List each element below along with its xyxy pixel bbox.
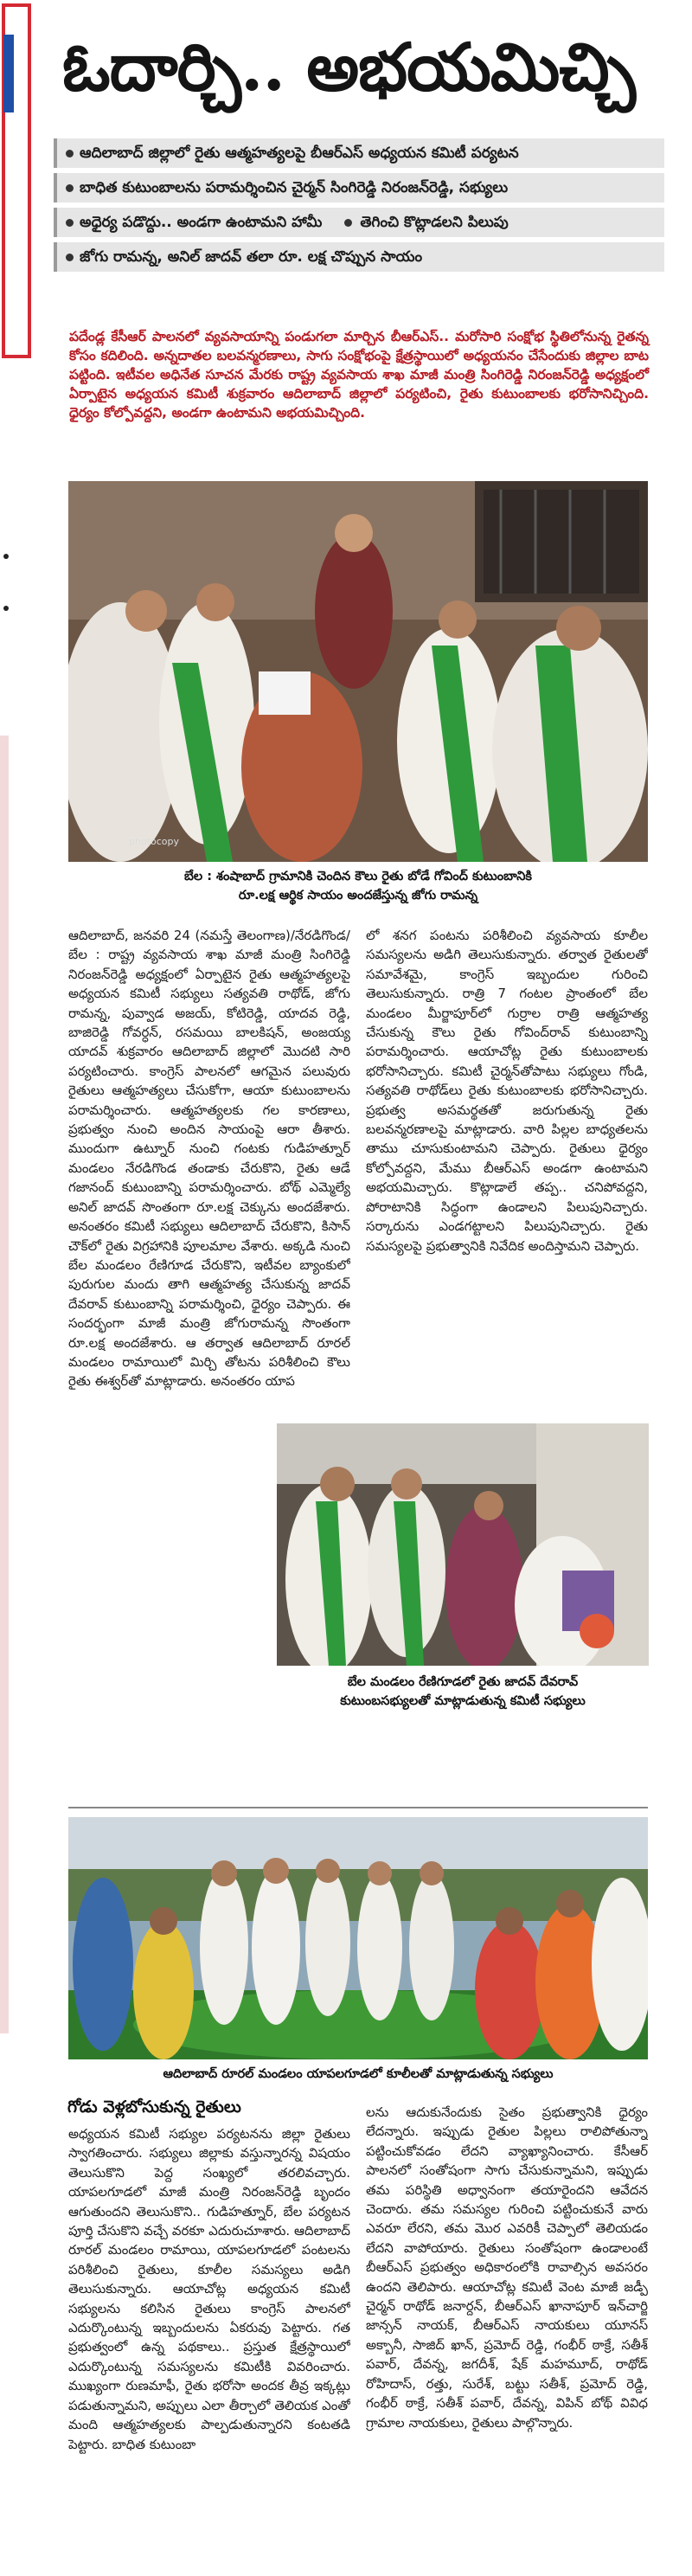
caption-line: కుటుంబసభ్యులతో మాట్లాడుతున్న కమిటీ సభ్యులు bbox=[340, 1694, 586, 1708]
photo-field-visit bbox=[68, 1817, 648, 2059]
bullet-item bbox=[54, 208, 664, 237]
adjacent-page-tint bbox=[0, 736, 9, 2033]
body-text: అధ్యయన కమిటీ సభ్యుల పర్యటనను జిల్లా రైతులు స్వాగతించారు. సభ్యులు జిల్లాకు వస్తున్నారన్న విషయం తెలుసుకొని పెద్ద సంఖ్యలో తరలివచ్చారు. యాపలగూడలో మాజీ మంత్రి నిరంజన్‌రెడ్డి బృందం ఆగుతుందని తెలుసుకొని.. గుడిహత్నూర్, బేల పర్యటన పూర్తి చేసుకొని వచ్చే వరకూ ఎదురుచూశారు. ఆదిలాబాద్ రూరల్ మండలం రామాయి, యాపలగూడలో పంటలను పరిశీలించి రైతులు, కూలీల సమస్యలు అడిగి తెలుసుకున్నారు. ఆయాచోట్ల అధ్యయన కమిటీ సభ్యులను కలిసిన రైతులు కాంగ్రెస్ పాలనలో ఎదుర్కొంటున్న ఇబ్బందులను ఏకరువు పెట్టారు. గత ప్రభుత్వంలో ఉన్న పథకాలు.. ప్రస్తుత క్షేత్రస్థాయిలో ఎదుర్కొంటున్న సమస్యలను కమిటీకి వివరించారు. ముఖ్యంగా రుణమాఫీ, రైతు భరోసా అందక తీవ్ర ఇక్కట్లు పడుతున్నామని, అప్పులు ఎలా తీర్చాలో తెలియక ఎంతో మంది ఆత్మహత్యలకు పాల్పడుతున్నారని కంటతడి పెట్టారు. బాధిత కుటుంబా bbox=[68, 2126, 350, 2452]
photo-watermark: photocopy bbox=[129, 836, 179, 847]
adjacent-text-fragment bbox=[3, 606, 9, 611]
body-column-1 bbox=[68, 926, 350, 1800]
photo2-caption bbox=[277, 1673, 649, 1711]
photo-committee-meeting bbox=[277, 1423, 649, 1666]
caption-line: బేల మండలం రేణిగూడలో రైతు జాదవ్ దేవరావ్ bbox=[347, 1675, 579, 1689]
bullet-item: ఆదిలాబాద్ జిల్లాలో రైతు ఆత్మహత్యలపై బీఆర్ఎస్ అధ్యయన కమిటీ పర్యటన bbox=[54, 138, 664, 168]
body-text: లను ఆదుకునేందుకు సైతం ప్రభుత్వానికి ధైర్యం లేదన్నారు. ఇప్పుడు రైతుల పిల్లలు రాలిపోతున్నా పట్టించుకోవడం లేదని వ్యాఖ్యానించారు. కేసీఆర్ పాలనలో సంతోషంగా సాగు చేసుకున్నామని, ఇప్పుడు తమ పరిస్థితి అధ్వానంగా తయారైందని ఆవేదన చెందారు. తమ సమస్యల గురించి పట్టించుకునే వారు ఎవరూ లేరని, తమ మొర ఎవరికీ చెప్పాలో తెలియడం లేదని వాపోయారు. రైతులు సంతోషంగా ఉండాలంటే బీఆర్ఎస్ ప్రభుత్వం అధికారంలోకి రావాల్సిన అవసరం ఉందని తెలిపారు. ఆయాచోట్ల కమిటీ వెంట మాజీ జడ్పీ చైర్మన్ రాథోడ్ జనార్దన్, బీఆర్ఎస్ ఖానాపూర్ ఇన్‌చార్జి జాన్సన్ నాయక్, బీఆర్ఎస్ నాయకులు యూనస్ అక్బానీ, సాజిద్ ఖాన్, ప్రమోద్ రెడ్డి, గంభీర్ ఠాక్రే, సతీశ్ పవార్, దేవన్న, జగదీశ్, షేక్ మహమూద్, రాథోడ్ రోహిదాస్, రత్తు, సురేశ్, బట్టు సతీశ్, ప్రమోద్ రెడ్డి, గంభీర్ ఠాక్రే, సతీశ్ పవార్, దేవన్న, విపిన్ బోథ్ వివిధ గ్రామాల నాయకులు, రైతులు పాల్గొన్నారు. bbox=[366, 2104, 648, 2431]
photo3-caption: ఆదిలాబాద్ రూరల్ మండలం యాపలగూడలో కూలీలతో మాట్లాడుతున్న సభ్యులు bbox=[163, 2067, 554, 2081]
adjacent-page-strip bbox=[0, 0, 52, 2576]
bullet-item: జోగు రామన్న, అనిల్ జాదవ్ తలా రూ. లక్ష చొప్పున సాయం bbox=[54, 242, 664, 272]
lead-text: పదేండ్ల కేసీఆర్ పాలనలో వ్యవసాయాన్ని పండుగలా మార్చిన బీఆర్ఎస్.. మరోసారి సంక్షోభ స్థితిలోనున్న రైతన్న కోసం కదిలింది. అన్నదాతల బలవన్మరణాలు, సాగు సంక్షోభంపై క్షేత్రస్థాయిలో అధ్యయనం చేసేందుకు జిల్లాల బాట పట్టింది. ఇటీవల అధినేత సూచన మేరకు రాష్ట్ర వ్యవసాయ శాఖ మాజీ మంత్రి సింగిరెడ్డి నిరంజన్‌రెడ్డి అధ్యక్షంలో ఏర్పాటైన అధ్యయన కమిటీ శుక్రవారం ఆదిలాబాద్ జిల్లాలో పర్యటించి, రైతు కుటుంబాలకు భరోసానిచ్చింది. ధైర్యం కోల్పోవద్దని, అండగా ఉంటామని అభయమిచ్చింది. bbox=[69, 329, 649, 421]
adjacent-text-fragment bbox=[3, 554, 9, 559]
body-text: లో శనగ పంటను పరిశీలించి వ్యవసాయ కూలీల సమస్యలను అడిగి తెలుసుకున్నారు. తర్వాత రైతులతో సమావేశమై, కాంగ్రెస్ ఇబ్బందుల గురించి తెలుసుకున్నారు. రాత్రి 7 గంటల ప్రాంతంలో బేల మండలం మీర్జాపూర్‌లో గుర్రాల రాత్రి ఆత్మహత్య చేసుకున్న కౌలు రైతు గోవింద్‌రావ్ కుటుంబాన్ని పరామర్శించారు. ఆయాచోట్ల రైతు కుటుంబాలకు భరోసానిచ్చారు. కమిటీ చైర్మన్‌తోపాటు సభ్యులు గోండి, సత్యవతి రాథోడ్‌లు రైతు కుటుంబాలకు భరోసానిచ్చారు. ప్రభుత్వ అసమర్థతతో జరుగుతున్న రైతు బలవన్మరణాలపై మాట్లాడారు. వారి పిల్లల బాధ్యతలను తాము చూసుకుంటామని చెప్పారు. రైతులు ధైర్యం కోల్పోవద్దని, మేము బీఆర్ఎస్ అండగా ఉంటామని అభయమిచ్చారు. కొట్లాడాలే తప్ప.. చనిపోవద్దని, పోరాటానికి సిద్ధంగా ఉండాలని పిలుపునిచ్చారు. సర్కారును ఎండగట్టాలని పిలుపునిచ్చారు. రైతు సమస్యలపై ప్రభుత్వానికి నివేదిక అందిస్తామని చెప్పారు. bbox=[366, 928, 648, 1254]
caption-line: రూ.లక్ష ఆర్థిక సాయం అందజేస్తున్న జోగు రామన్న bbox=[238, 889, 478, 903]
bullet-sub-item: తెగించి కొట్లాడలని పిలుపు bbox=[344, 214, 508, 231]
headline: ఓదార్చి.. అభయమిచ్చి bbox=[62, 29, 636, 106]
photo1-caption bbox=[68, 867, 648, 905]
body-column-3 bbox=[68, 2124, 350, 2566]
bullet-text: అధైర్య పడొద్దు.. అండగా ఉంటామని హామీ bbox=[80, 214, 323, 231]
body-column-2 bbox=[366, 926, 648, 1415]
subheading: గోడు వెళ్లబోసుకున్న రైతులు bbox=[67, 2097, 241, 2117]
bullet-item: బాధిత కుటుంబాలను పరామర్శించిన చైర్మన్ సింగిరెడ్డి నిరంజన్‌రెడ్డి, సభ్యులు bbox=[54, 173, 664, 202]
adjacent-image-fragment bbox=[3, 35, 14, 112]
body-text: ఆదిలాబాద్, జనవరి 24 (నమస్తే తెలంగాణ)/నేరడిగొండ/బేల : రాష్ట్ర వ్యవసాయ శాఖ మాజీ మంత్రి సింగిరెడ్డి నిరంజన్‌రెడ్డి అధ్యక్షంలో ఏర్పాటైన రైతు ఆత్మహత్యలపై అధ్యయన కమిటీ సభ్యులు సత్యవతి రాథోడ్, జోగు రామన్న, పువ్వాడ అజయ్, కోటిరెడ్డి, యాదవ రెడ్డి, బాజిరెడ్డి గోవర్ధన్, రసమయి బాలకిషన్, అంజయ్య యాదవ్ శుక్రవారం ఆదిలాబాద్ జిల్లాలో మొదటి సారి పర్యటించారు. కాంగ్రెస్ పాలనలో ఆగమైన పలువురు రైతులు ఆత్మహత్యలు చేసుకోగా, ఆయా కుటుంబాలను పరామర్శించారు. ఆత్మహత్యలకు గల కారణాలు, ప్రభుత్వం నుంచి అందిన సాయంపై ఆరా తీశారు. ముందుగా ఉట్నూర్ నుంచి గంటకు గుడిహత్నూర్ మండలం నేరడిగొండ తండాకు చేరుకొని, రైతు ఆడే గజానంద్ కుటుంబాన్ని పరామర్శించారు. బోథ్ ఎమ్మెల్యే అనిల్ జాదవ్ సొంతంగా రూ.లక్ష చెక్కును అందజేశారు. అనంతరం కమిటీ సభ్యులు ఆదిలాబాద్ చేరుకొని, కిసాన్ చౌక్‌లో రైతు విగ్రహానికి పూలమాల వేశారు. అక్కడి నుంచి బేల మండలం రేణిగూడ చేరుకొని, ఇటీవల బ్యాంకులో పురుగుల మందు తాగి ఆత్మహత్య చేసుకున్న జాదవ్ దేవరావ్ కుటుంబాన్ని పరామర్శించి, ధైర్యం చెప్పారు. ఈ సందర్భంగా మాజీ మంత్రి జోగురామన్న సొంతంగా రూ.లక్ష అందజేశారు. ఆ తర్వాత ఆదిలాబాద్ రూరల్ మండలం రామాయిలో మిర్చి తోటను పరిశీలించి కౌలు రైతు ఈశ్వర్‌తో మాట్లాడారు. అనంతరం యాప bbox=[68, 928, 350, 1390]
photo-family-visit bbox=[68, 481, 648, 862]
section-divider bbox=[68, 1807, 648, 1808]
lead-paragraph bbox=[69, 327, 649, 422]
body-column-4 bbox=[366, 2103, 648, 2566]
caption-line: బేల : శంషాబాద్ గ్రామానికి చెందిన కౌలు రైతు బోడే గోవింద్ కుటుంబానికి bbox=[184, 870, 532, 883]
highlight-bullets bbox=[54, 138, 664, 277]
